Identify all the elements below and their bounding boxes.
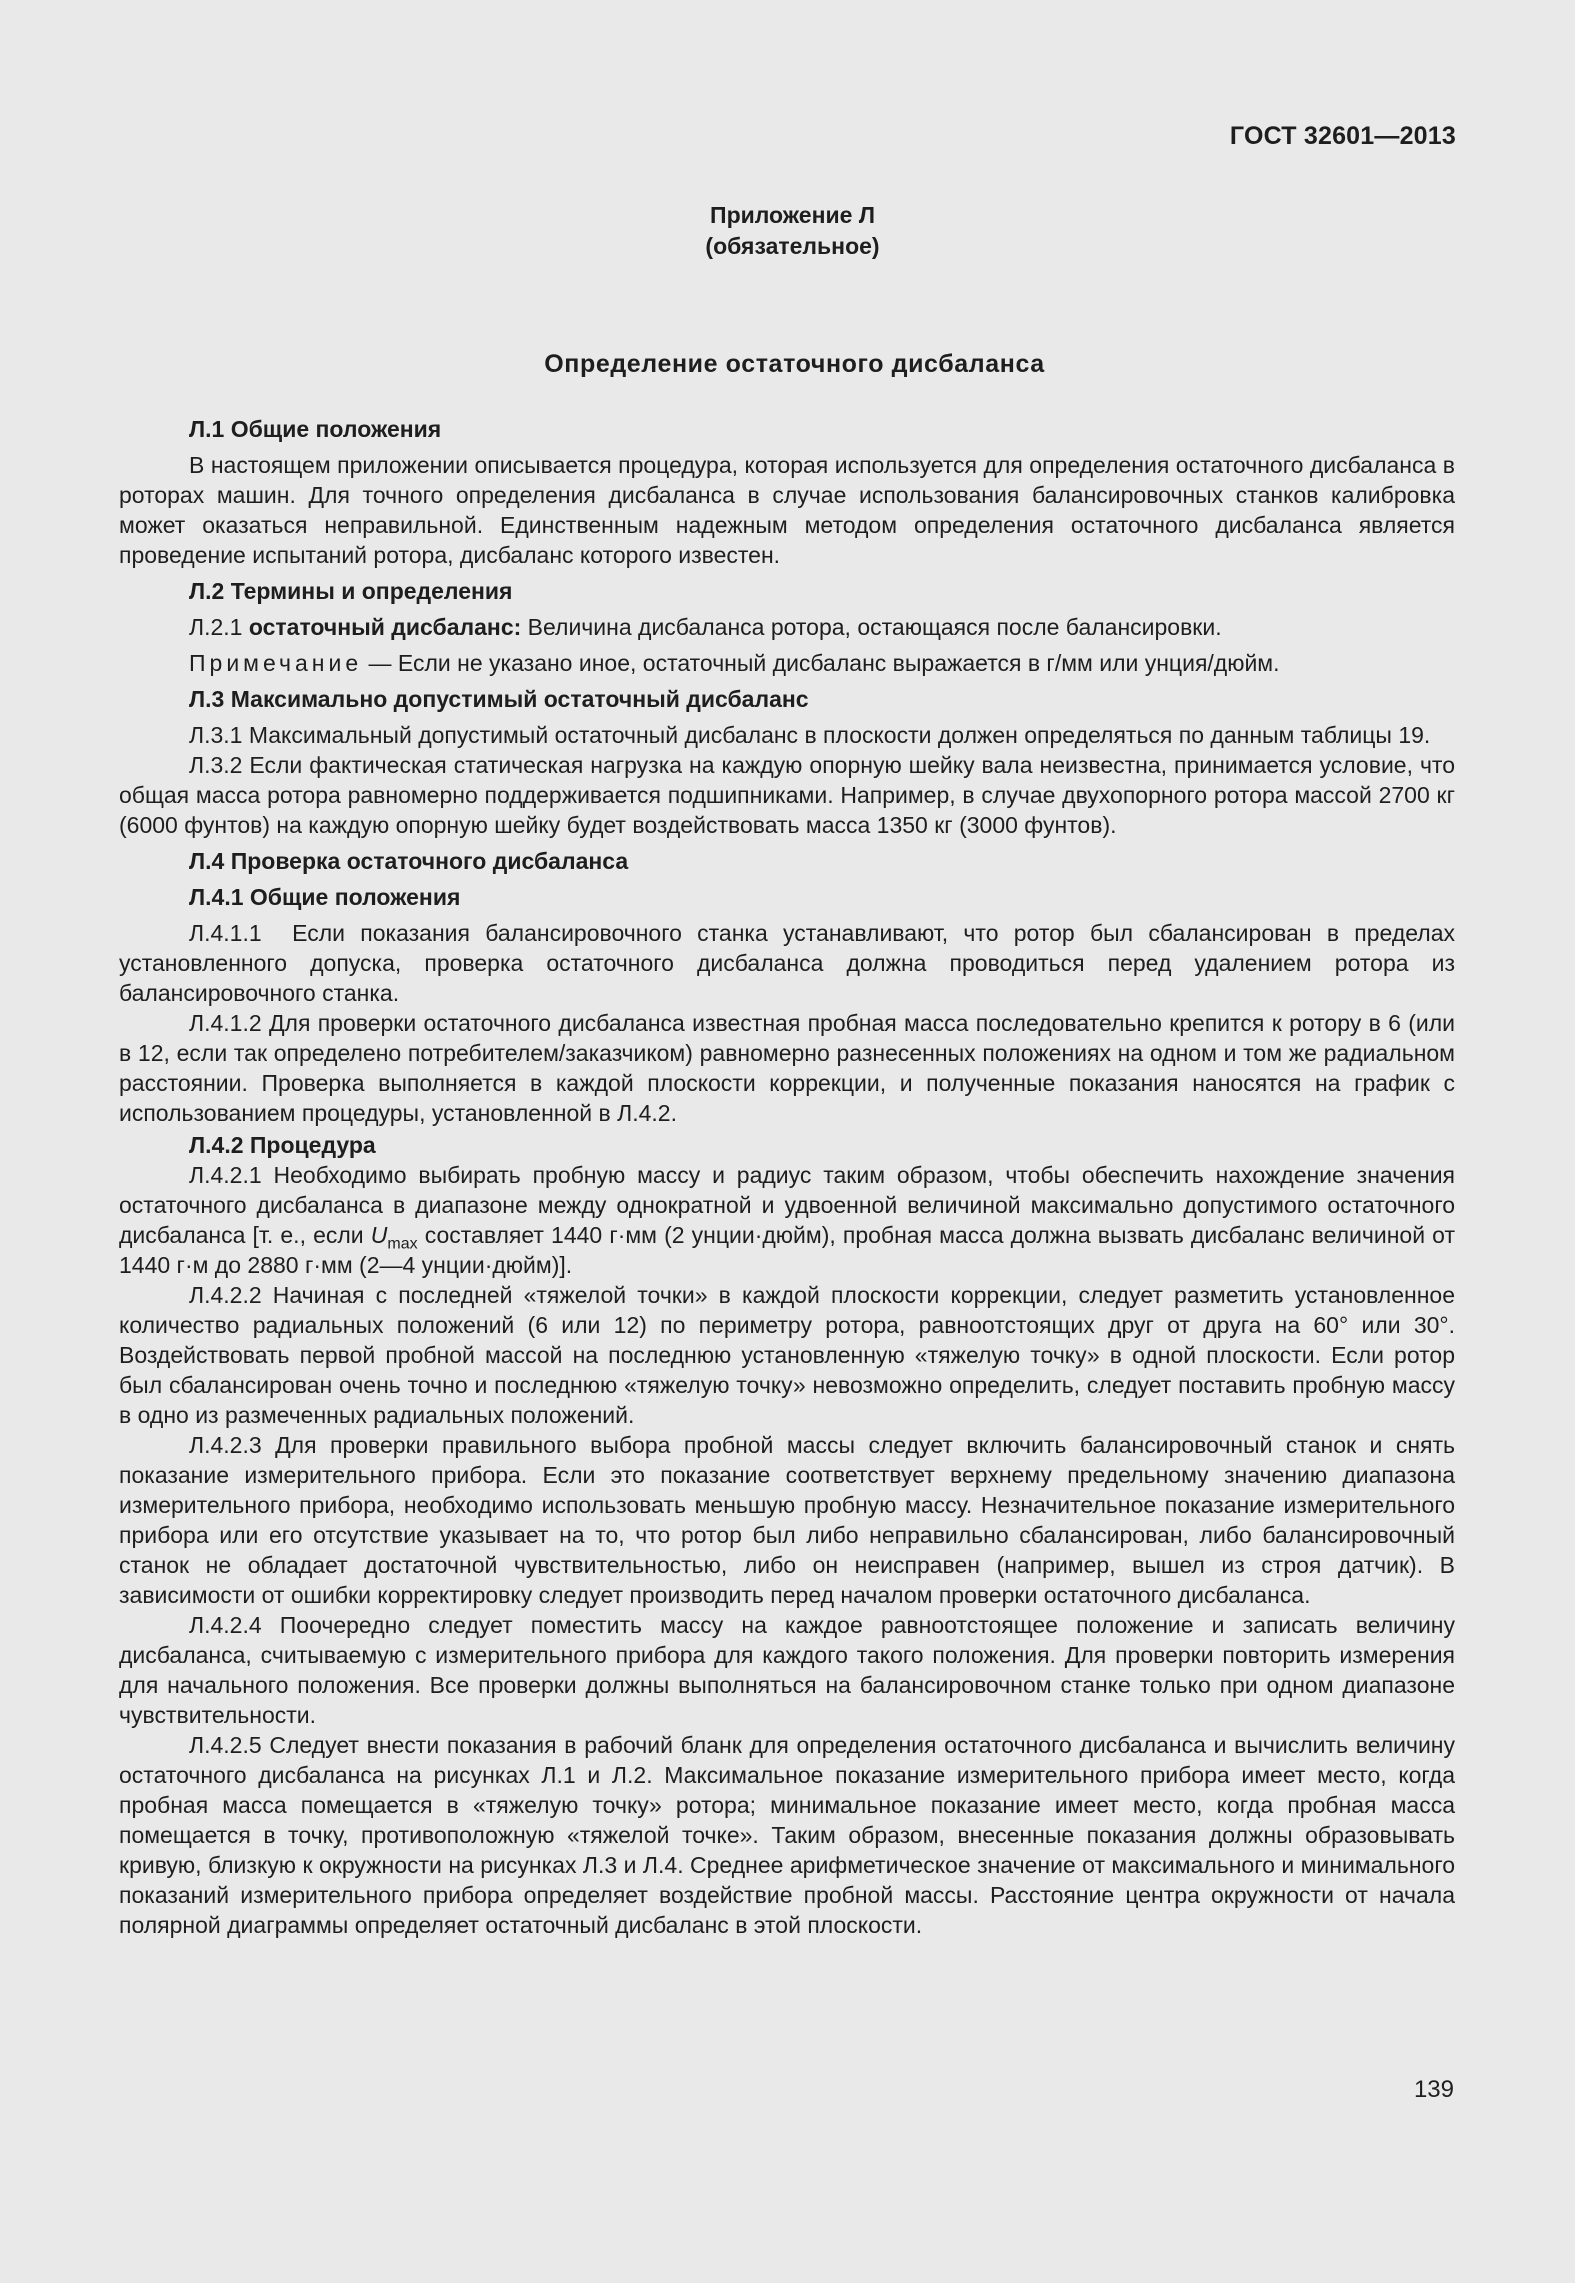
subsection-heading-l4-1: Л.4.1 Общие положения [189,884,461,910]
term-definition: Величина дисбаланса ротора, остающаяся после балансировки. [527,614,1222,640]
note-label: Примечание [189,650,363,676]
paragraph-l3-1: Л.3.1 Максимальный допустимый остаточный дисбаланс в плоскости должен определяться по данным таблицы 19. [189,722,1431,748]
section-heading-l2: Л.2 Термины и определения [189,578,513,604]
paragraph-l1: В настоящем приложении описывается процедура, которая используется для определения остаточного дисбаланса в роторах машин. Для точного определения дисбаланса в случае использования балансировочных станков калибровка может оказаться неправильной. Единственным надежным методом определения остаточного дисбаланса является проведение испытаний ротора, дисбаланс которого известен. [119,452,1455,568]
document-body [119,414,1462,1940]
variable-subscript: max [387,1235,418,1253]
paragraph-l4-2-1: Л.4.2.1 Необходимо выбирать пробную массу и радиус таким образом, чтобы обеспечить нахождение значения остаточного дисбаланса в диапазоне между однократной и удвоенной величиной максимально допустимого остаточного дисбаланса [т. е., если $U_{max}$ составляет 1440 г·мм (2 унции·дюйм), пробная масса должна вызвать дисбаланс величиной от 1440 г·м до 2880 г·мм (2—4 унции·дюйм)]. [119,1162,1455,1278]
annex-heading [0,200,1575,262]
paragraph-l4-2-2: Л.4.2.2 Начиная с последней «тяжелой точки» в каждой плоскости коррекции, следует разметить установленное количество радиальных положений (6 или 12) по периметру ротора, равноотстоящих друг от друга на 60° или 30°. Воздействовать первой пробной массой на последнюю установленную «тяжелую точку» в одной плоскости. Если ротор был сбалансирован очень точно и последнюю «тяжелую точку» невозможно определить, следует поставить пробную массу в одно из размеченных радиальных положений. [119,1282,1455,1428]
paragraph-l4-1-1: Л.4.1.1 Если показания балансировочного станка устанавливают, что ротор был сбалансирован в пределах установленного допуска, проверка остаточного дисбаланса должна проводиться перед удалением ротора из балансировочного станка. [119,920,1462,1006]
annex-status: (обязательное) [705,233,880,259]
page-number: 139 [1413,2076,1454,2103]
paragraph-l2-1 [119,612,1455,642]
document-title: Определение остаточного дисбаланса [544,350,1045,378]
section-heading-l1: Л.1 Общие положения [189,416,442,442]
paragraph-l4-2-3: Л.4.2.3 Для проверки правильного выбора пробной массы следует включить балансировочный станок и снять показание измерительного прибора. Если это показание соответствует верхнему предельному значению диапазона измерительного прибора, необходимо использовать меньшую пробную массу. Незначительное показание измерительного прибора или его отсутствие указывает на то, что ротор был либо неправильно сбалансирован, либо балансировочный станок не обладает достаточной чувствительностью, либо он неисправен (например, вышел из строя датчик). В зависимости от ошибки корректировку следует производить перед началом проверки остаточного дисбаланса. [119,1432,1455,1608]
paragraph-l4-2-5: Л.4.2.5 Следует внести показания в рабочий бланк для определения остаточного дисбаланса и вычислить величину остаточного дисбаланса на рисунках Л.1 и Л.2. Максимальное показание измерительного прибора имеет место, когда пробная масса помещается в «тяжелую точку» ротора; минимальное показание имеет место, когда пробная масса помещается в точку, противоположную «тяжелой точке». Таким образом, внесенные показания должны образовывать кривую, близкую к окружности на рисунках Л.3 и Л.4. Среднее арифметическое значение от максимального и минимального показаний измерительного прибора определяет воздействие пробной массы. Расстояние центра окружности от начала полярной диаграммы определяет остаточный дисбаланс в этой плоскости. [119,1732,1455,1938]
section-heading-l4: Л.4 Проверка остаточного дисбаланса [189,848,629,874]
paragraph-l4-2-4: Л.4.2.4 Поочередно следует поместить массу на каждое равноотстоящее положение и записать величину дисбаланса, считываемую с измерительного прибора для каждого такого положения. Для проверки повторить измерения для начального положения. Все проверки должны выполняться на балансировочном станке только при одном диапазоне чувствительности. [119,1612,1455,1728]
paragraph-l4-1-2: Л.4.1.2 Для проверки остаточного дисбаланса известная пробная масса последовательно крепится к ротору в 6 (или в 12, если так определено потребителем/заказчиком) равномерно разнесенных положениях на одном и том же радиальном расстоянии. Проверка выполняется в каждой плоскости коррекции, и полученные показания наносятся на график с использованием процедуры, установленной в Л.4.2. [119,1010,1455,1126]
paragraph-l3-2: Л.3.2 Если фактическая статическая нагрузка на каждую опорную шейку вала неизвестна, принимается условие, что общая масса ротора равномерно поддерживается подшипниками. Например, в случае двухопорного ротора массой 2700 кг (6000 фунтов) на каждую опорную шейку будет воздействовать масса 1350 кг (3000 фунтов). [119,752,1455,838]
note-paragraph [119,648,1455,678]
document-code: ГОСТ 32601—2013 [1229,122,1456,150]
subsection-heading-l4-2: Л.4.2 Процедура [189,1132,376,1158]
annex-title: Приложение Л [710,202,875,228]
defined-term: остаточный дисбаланс: [248,614,522,640]
variable-u: U [370,1222,388,1248]
clause-number: Л.2.1 [189,614,243,640]
section-heading-l3: Л.3 Максимально допустимый остаточный дисбаланс [189,686,809,712]
note-text: — Если не указано иное, остаточный дисбаланс выражается в г/мм или унция/дюйм. [368,650,1280,676]
